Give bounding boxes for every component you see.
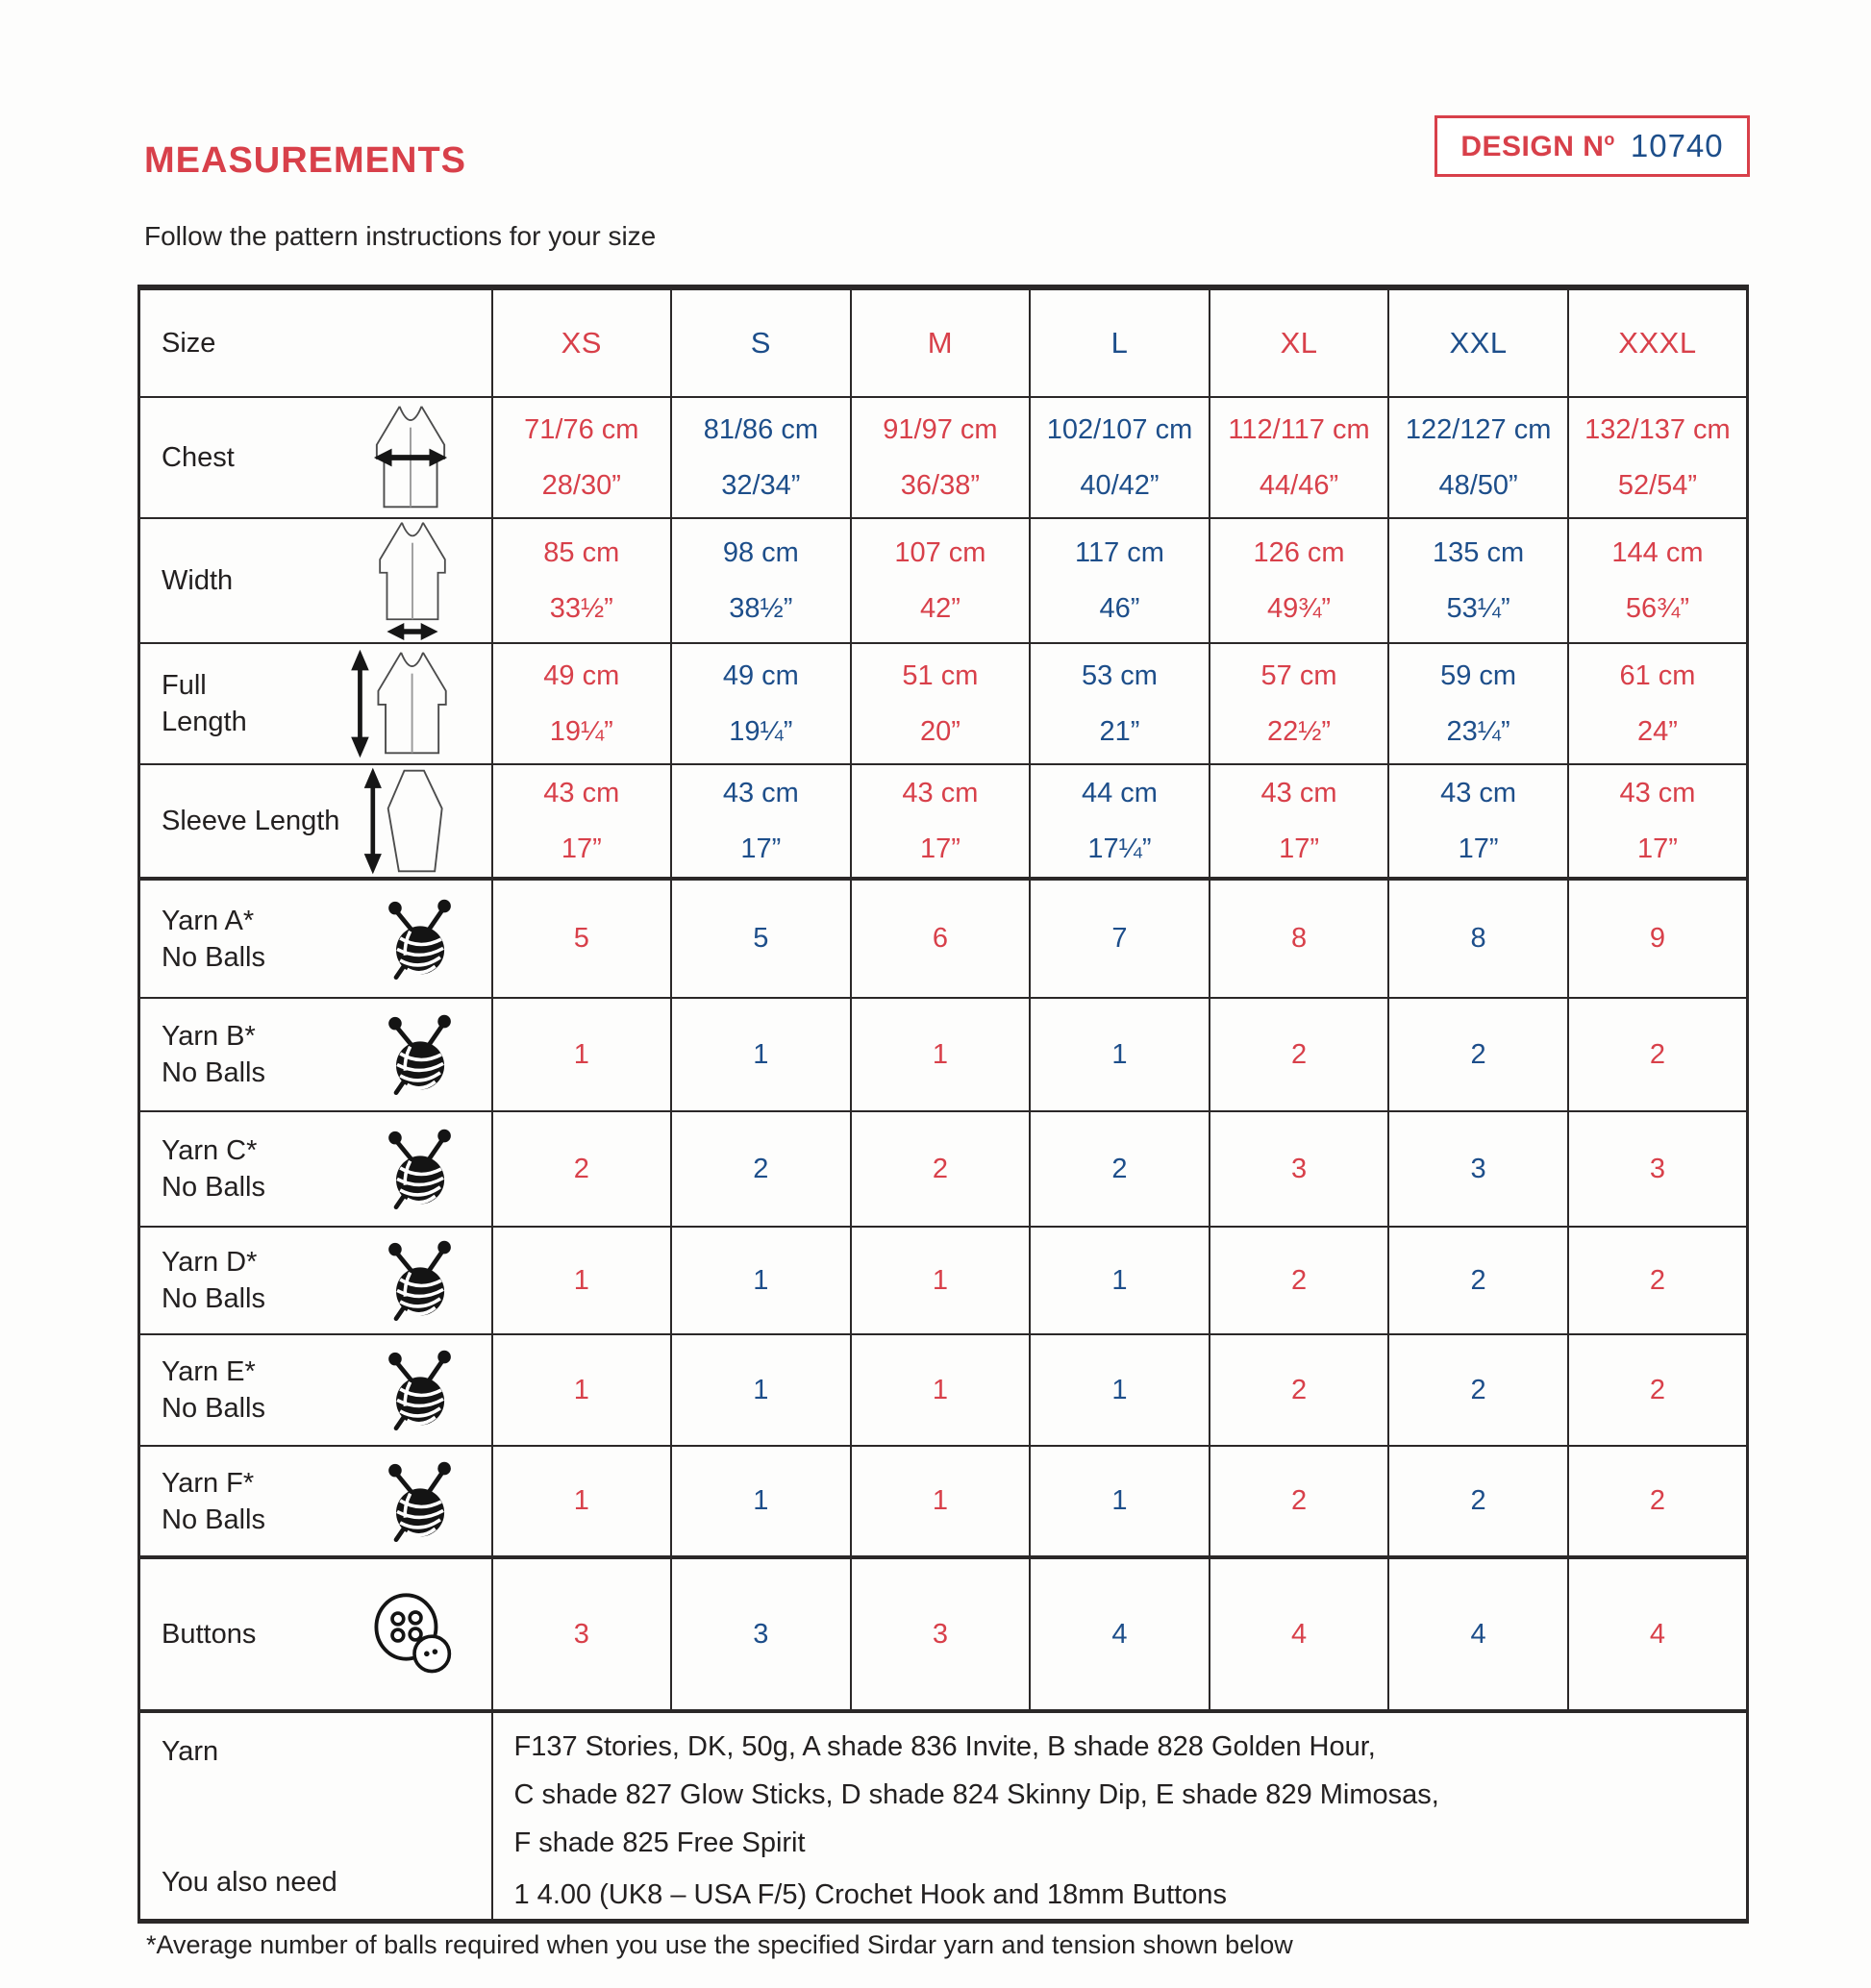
cell-full_length-s: 49 cm 19¼” (671, 643, 851, 764)
cell-chest-l: 102/107 cm 40/42” (1030, 397, 1210, 518)
cell-yarn_f-xxxl: 2 (1568, 1446, 1748, 1557)
cell-yarn_f-s: 1 (671, 1446, 851, 1557)
row-label-cell-yarn_c (139, 1111, 492, 1227)
cell-yarn_e-xxl: 2 (1388, 1334, 1568, 1446)
cell-sleeve_length-s: 43 cm 17” (671, 764, 851, 879)
cell-yarn_c-xs: 2 (492, 1111, 672, 1227)
cell-yarn_a-xxl: 8 (1388, 879, 1568, 998)
cell-width-xl: 126 cm 49¾” (1210, 518, 1389, 643)
cell-yarn_a-s: 5 (671, 879, 851, 998)
cell-width-xxl: 135 cm 53¼” (1388, 518, 1568, 643)
cell-yarn_a-m: 6 (851, 879, 1031, 998)
cell-yarn_f-xl: 2 (1210, 1446, 1389, 1557)
cell-full_length-xs: 49 cm 19¼” (492, 643, 672, 764)
measurements-table-wrap (137, 285, 1749, 1924)
cell-yarn_b-xxl: 2 (1388, 998, 1568, 1111)
cell-buttons-l: 4 (1030, 1557, 1210, 1711)
row-label-yarn_b: Yarn B* No Balls (162, 1021, 265, 1088)
row-label-yarn_c: Yarn C* No Balls (162, 1135, 265, 1203)
cardigan-width-arrow-icon (366, 519, 459, 642)
cell-sleeve_length-xl: 43 cm 17” (1210, 764, 1389, 879)
cell-chest-s: 81/86 cm 32/34” (671, 397, 851, 518)
cell-buttons-s: 3 (671, 1557, 851, 1711)
cell-width-l: 117 cm 46” (1030, 518, 1210, 643)
cell-sleeve_length-l: 44 cm 17¼” (1030, 764, 1210, 879)
yarn-ball-icon (380, 1344, 459, 1436)
yarn-ball-icon (380, 1234, 459, 1327)
size-col-header-xxxl: XXXL (1568, 287, 1748, 397)
cell-yarn_f-m: 1 (851, 1446, 1031, 1557)
size-col-header-l: L (1030, 287, 1210, 397)
size-col-header-s: S (671, 287, 851, 397)
page-title: MEASUREMENTS (144, 140, 467, 181)
cell-yarn_e-m: 1 (851, 1334, 1031, 1446)
sleeve-length-arrow-icon (362, 767, 459, 875)
row-size (139, 287, 1748, 397)
row-label-size: Size (162, 328, 216, 359)
cell-yarn_b-m: 1 (851, 998, 1031, 1111)
row-label-width: Width (162, 565, 234, 596)
yarn-ball-icon (380, 1455, 459, 1548)
cell-yarn_c-l: 2 (1030, 1111, 1210, 1227)
row-label-cell-yarn_f (139, 1446, 492, 1557)
you-also-need-line: 1 4.00 (UK8 – USA F/5) Crochet Hook and 18mm Buttons (513, 1879, 1227, 1910)
cell-yarn_e-xxxl: 2 (1568, 1334, 1748, 1446)
row-label-chest: Chest (162, 442, 235, 473)
size-col-header-m: M (851, 287, 1031, 397)
cell-yarn_a-l: 7 (1030, 879, 1210, 998)
page-subtitle: Follow the pattern instructions for your size (144, 221, 657, 251)
cell-yarn_d-xs: 1 (492, 1227, 672, 1334)
row-yarn_d (139, 1227, 1748, 1334)
cell-width-m: 107 cm 42” (851, 518, 1031, 643)
cell-yarn_c-xl: 3 (1210, 1111, 1389, 1227)
row-yarn_c (139, 1111, 1748, 1227)
cell-chest-xxl: 122/127 cm 48/50” (1388, 397, 1568, 518)
cell-yarn_e-xs: 1 (492, 1334, 672, 1446)
row-label-cell-chest (139, 397, 492, 518)
yarn-description-line: C shade 827 Glow Sticks, D shade 824 Skinny Dip, E shade 829 Mimosas, (513, 1779, 1439, 1810)
row-width (139, 518, 1748, 643)
cell-yarn_c-xxxl: 3 (1568, 1111, 1748, 1227)
measurements-table (137, 285, 1749, 1924)
row-label-sleeve_length: Sleeve Length (162, 806, 340, 836)
cell-buttons-m: 3 (851, 1557, 1031, 1711)
yarn-label: Yarn (162, 1736, 219, 1767)
cell-yarn_c-xxl: 3 (1388, 1111, 1568, 1227)
cell-yarn_b-xs: 1 (492, 998, 672, 1111)
cell-yarn_c-s: 2 (671, 1111, 851, 1227)
cell-full_length-m: 51 cm 20” (851, 643, 1031, 764)
cardigan-chest-arrow-icon (362, 403, 459, 512)
size-col-header-xs: XS (492, 287, 672, 397)
cell-yarn_a-xxxl: 9 (1568, 879, 1748, 998)
footnote: *Average number of balls required when you use the specified Sirdar yarn and tension shown below (146, 1930, 1293, 1959)
row-yarn_f (139, 1446, 1748, 1557)
row-label-cell-width (139, 518, 492, 643)
row-label-cell-yarn_b (139, 998, 492, 1111)
cell-yarn_d-l: 1 (1030, 1227, 1210, 1334)
row-label-yarn_a: Yarn A* No Balls (162, 905, 265, 973)
cell-yarn_a-xs: 5 (492, 879, 672, 998)
cell-chest-xs: 71/76 cm 28/30” (492, 397, 672, 518)
yarn-description-line: F137 Stories, DK, 50g, A shade 836 Invite, B shade 828 Golden Hour, (513, 1731, 1376, 1762)
cell-yarn_d-s: 1 (671, 1227, 851, 1334)
row-full_length (139, 643, 1748, 764)
cell-width-xxxl: 144 cm 56¾” (1568, 518, 1748, 643)
yarn-info-label-cell (139, 1711, 492, 1922)
row-chest (139, 397, 1748, 518)
row-label-cell-yarn_d (139, 1227, 492, 1334)
cell-chest-xl: 112/117 cm 44/46” (1210, 397, 1389, 518)
cell-width-xs: 85 cm 33½” (492, 518, 672, 643)
cell-sleeve_length-m: 43 cm 17” (851, 764, 1031, 879)
row-label-yarn_e: Yarn E* No Balls (162, 1356, 265, 1424)
cell-sleeve_length-xxl: 43 cm 17” (1388, 764, 1568, 879)
row-label-cell-yarn_e (139, 1334, 492, 1446)
cell-yarn_d-xxl: 2 (1388, 1227, 1568, 1334)
cell-chest-xxxl: 132/137 cm 52/54” (1568, 397, 1748, 518)
row-label-yarn_f: Yarn F* No Balls (162, 1467, 265, 1535)
row-label-cell-full_length (139, 643, 492, 764)
cell-yarn_c-m: 2 (851, 1111, 1031, 1227)
cell-yarn_b-s: 1 (671, 998, 851, 1111)
cell-width-s: 98 cm 38½” (671, 518, 851, 643)
buttons-icon (370, 1590, 459, 1678)
row-label-yarn_d: Yarn D* No Balls (162, 1247, 265, 1314)
row-yarn_e (139, 1334, 1748, 1446)
yarn-ball-icon (380, 893, 459, 985)
yarn-ball-icon (380, 1123, 459, 1215)
cardigan-length-arrow-icon (351, 649, 459, 758)
cell-yarn_b-xl: 2 (1210, 998, 1389, 1111)
cell-buttons-xxl: 4 (1388, 1557, 1568, 1711)
cell-yarn_e-l: 1 (1030, 1334, 1210, 1446)
cell-buttons-xl: 4 (1210, 1557, 1389, 1711)
design-number-box (1434, 115, 1750, 177)
cell-sleeve_length-xxxl: 43 cm 17” (1568, 764, 1748, 879)
cell-yarn_e-xl: 2 (1210, 1334, 1389, 1446)
row-label-buttons: Buttons (162, 1619, 257, 1650)
cell-yarn_a-xl: 8 (1210, 879, 1389, 998)
row-label-full_length: Full Length (162, 670, 247, 737)
cell-full_length-xl: 57 cm 22½” (1210, 643, 1389, 764)
row-label-cell-size (139, 287, 492, 397)
size-col-header-xl: XL (1210, 287, 1389, 397)
cell-full_length-xxxl: 61 cm 24” (1568, 643, 1748, 764)
size-col-header-xxl: XXL (1388, 287, 1568, 397)
cell-yarn_d-xxxl: 2 (1568, 1227, 1748, 1334)
cell-yarn_d-xl: 2 (1210, 1227, 1389, 1334)
cell-yarn_b-xxxl: 2 (1568, 998, 1748, 1111)
cell-yarn_d-m: 1 (851, 1227, 1031, 1334)
yarn-description-line: F shade 825 Free Spirit (513, 1827, 806, 1858)
yarn-ball-icon (380, 1008, 459, 1101)
row-label-cell-buttons (139, 1557, 492, 1711)
cell-chest-m: 91/97 cm 36/38” (851, 397, 1031, 518)
cell-buttons-xs: 3 (492, 1557, 672, 1711)
row-yarn-info (139, 1711, 1748, 1922)
cell-sleeve_length-xs: 43 cm 17” (492, 764, 672, 879)
you-also-need-label: You also need (162, 1867, 337, 1898)
cell-buttons-xxxl: 4 (1568, 1557, 1748, 1711)
cell-yarn_f-xs: 1 (492, 1446, 672, 1557)
row-buttons (139, 1557, 1748, 1711)
yarn-info-content-cell (492, 1711, 1748, 1922)
row-yarn_a (139, 879, 1748, 998)
row-label-cell-yarn_a (139, 879, 492, 998)
row-yarn_b (139, 998, 1748, 1111)
cell-yarn_f-xxl: 2 (1388, 1446, 1568, 1557)
cell-full_length-l: 53 cm 21” (1030, 643, 1210, 764)
cell-yarn_f-l: 1 (1030, 1446, 1210, 1557)
design-number-value: 10740 (1630, 128, 1724, 163)
design-number-label: DESIGN $N^o$ (1460, 129, 1615, 162)
cell-yarn_b-l: 1 (1030, 998, 1210, 1111)
row-sleeve_length (139, 764, 1748, 879)
row-label-cell-sleeve_length (139, 764, 492, 879)
cell-yarn_e-s: 1 (671, 1334, 851, 1446)
cell-full_length-xxl: 59 cm 23¼” (1388, 643, 1568, 764)
